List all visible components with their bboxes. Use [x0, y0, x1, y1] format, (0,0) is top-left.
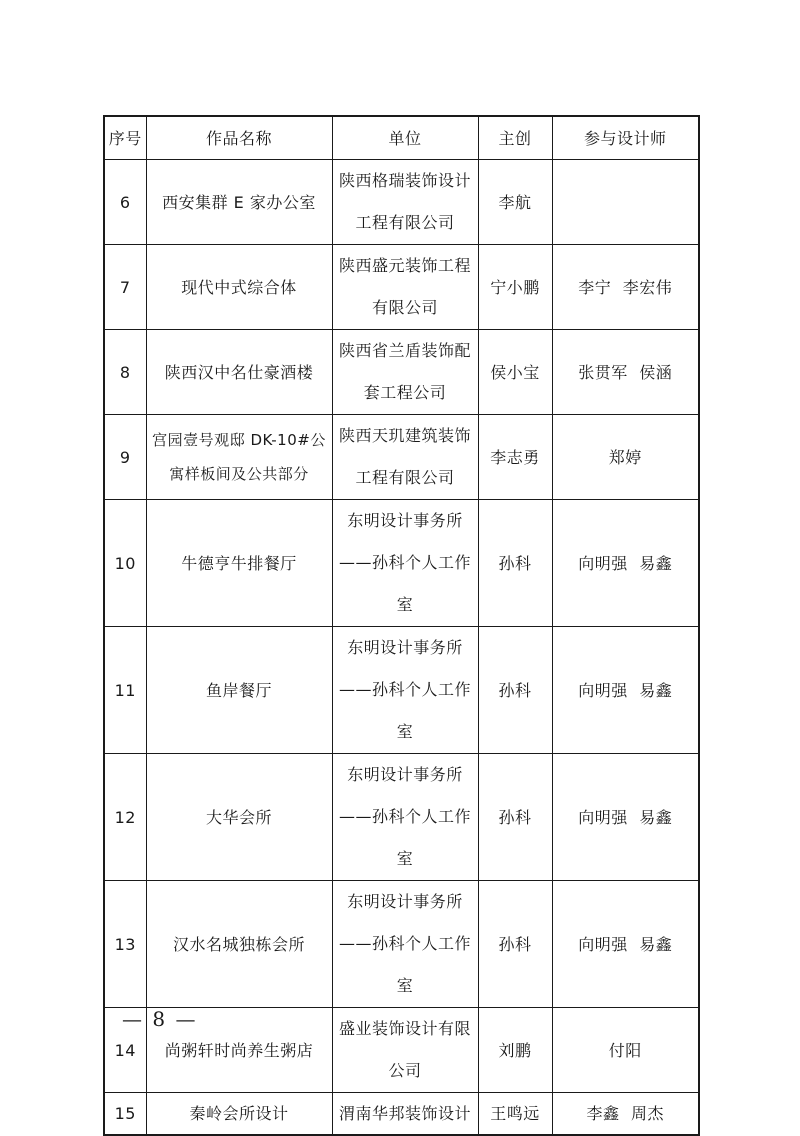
cell-unit: 东明设计事务所——孙科个人工作室	[332, 881, 478, 1008]
awards-table	[103, 115, 700, 1136]
table-row	[104, 160, 699, 245]
cell-designers: 向明强 易鑫	[552, 627, 699, 754]
header-unit: 单位	[332, 116, 478, 160]
cell-unit: 陕西格瑞装饰设计工程有限公司	[332, 160, 478, 245]
cell-name: 汉水名城独栋会所	[146, 881, 332, 1008]
cell-designers: 付阳	[552, 1008, 699, 1093]
cell-designers	[552, 160, 699, 245]
cell-name: 尚粥轩时尚养生粥店	[146, 1008, 332, 1093]
cell-name: 秦岭会所设计	[146, 1093, 332, 1135]
cell-lead: 孙科	[478, 881, 552, 1008]
cell-lead: 孙科	[478, 754, 552, 881]
cell-unit: 东明设计事务所——孙科个人工作室	[332, 754, 478, 881]
cell-designers: 张贯军 侯涵	[552, 330, 699, 415]
header-num: 序号	[104, 116, 146, 160]
table-header-row	[104, 116, 699, 160]
cell-designers: 李宁 李宏伟	[552, 245, 699, 330]
cell-unit: 陕西省兰盾装饰配套工程公司	[332, 330, 478, 415]
cell-lead: 李航	[478, 160, 552, 245]
cell-name: 西安集群 E 家办公室	[146, 160, 332, 245]
cell-name: 现代中式综合体	[146, 245, 332, 330]
cell-unit: 陕西天玑建筑装饰工程有限公司	[332, 415, 478, 500]
cell-lead: 刘鹏	[478, 1008, 552, 1093]
cell-unit: 东明设计事务所——孙科个人工作室	[332, 500, 478, 627]
header-designers: 参与设计师	[552, 116, 699, 160]
cell-name: 陕西汉中名仕豪酒楼	[146, 330, 332, 415]
cell-name: 牛德亨牛排餐厅	[146, 500, 332, 627]
cell-name: 鱼岸餐厅	[146, 627, 332, 754]
cell-num: 8	[104, 330, 146, 415]
cell-lead: 王鸣远	[478, 1093, 552, 1135]
cell-unit: 陕西盛元装饰工程有限公司	[332, 245, 478, 330]
header-name: 作品名称	[146, 116, 332, 160]
cell-lead: 李志勇	[478, 415, 552, 500]
cell-designers: 向明强 易鑫	[552, 754, 699, 881]
cell-num: 12	[104, 754, 146, 881]
table-row	[104, 415, 699, 500]
cell-num: 9	[104, 415, 146, 500]
cell-unit: 盛业装饰设计有限公司	[332, 1008, 478, 1093]
table-row	[104, 245, 699, 330]
table-row	[104, 500, 699, 627]
cell-num: 10	[104, 500, 146, 627]
cell-unit: 渭南华邦装饰设计	[332, 1093, 478, 1135]
cell-num: 13	[104, 881, 146, 1008]
cell-num: 15	[104, 1093, 146, 1135]
cell-num: 14	[104, 1008, 146, 1093]
cell-num: 7	[104, 245, 146, 330]
cell-lead: 宁小鹏	[478, 245, 552, 330]
cell-designers: 向明强 易鑫	[552, 881, 699, 1008]
cell-designers: 向明强 易鑫	[552, 500, 699, 627]
table-row	[104, 754, 699, 881]
cell-lead: 侯小宝	[478, 330, 552, 415]
cell-lead: 孙科	[478, 627, 552, 754]
cell-designers: 郑婷	[552, 415, 699, 500]
page-number: — 8 —	[122, 1007, 198, 1031]
table-row	[104, 330, 699, 415]
cell-name: 大华会所	[146, 754, 332, 881]
cell-name: 宫园壹号观邸 DK-10#公寓样板间及公共部分	[146, 415, 332, 500]
cell-lead: 孙科	[478, 500, 552, 627]
cell-num: 6	[104, 160, 146, 245]
cell-num: 11	[104, 627, 146, 754]
table-row	[104, 627, 699, 754]
table-row	[104, 881, 699, 1008]
cell-unit: 东明设计事务所——孙科个人工作室	[332, 627, 478, 754]
table-row	[104, 1093, 699, 1135]
header-lead: 主创	[478, 116, 552, 160]
cell-designers: 李鑫 周杰	[552, 1093, 699, 1135]
